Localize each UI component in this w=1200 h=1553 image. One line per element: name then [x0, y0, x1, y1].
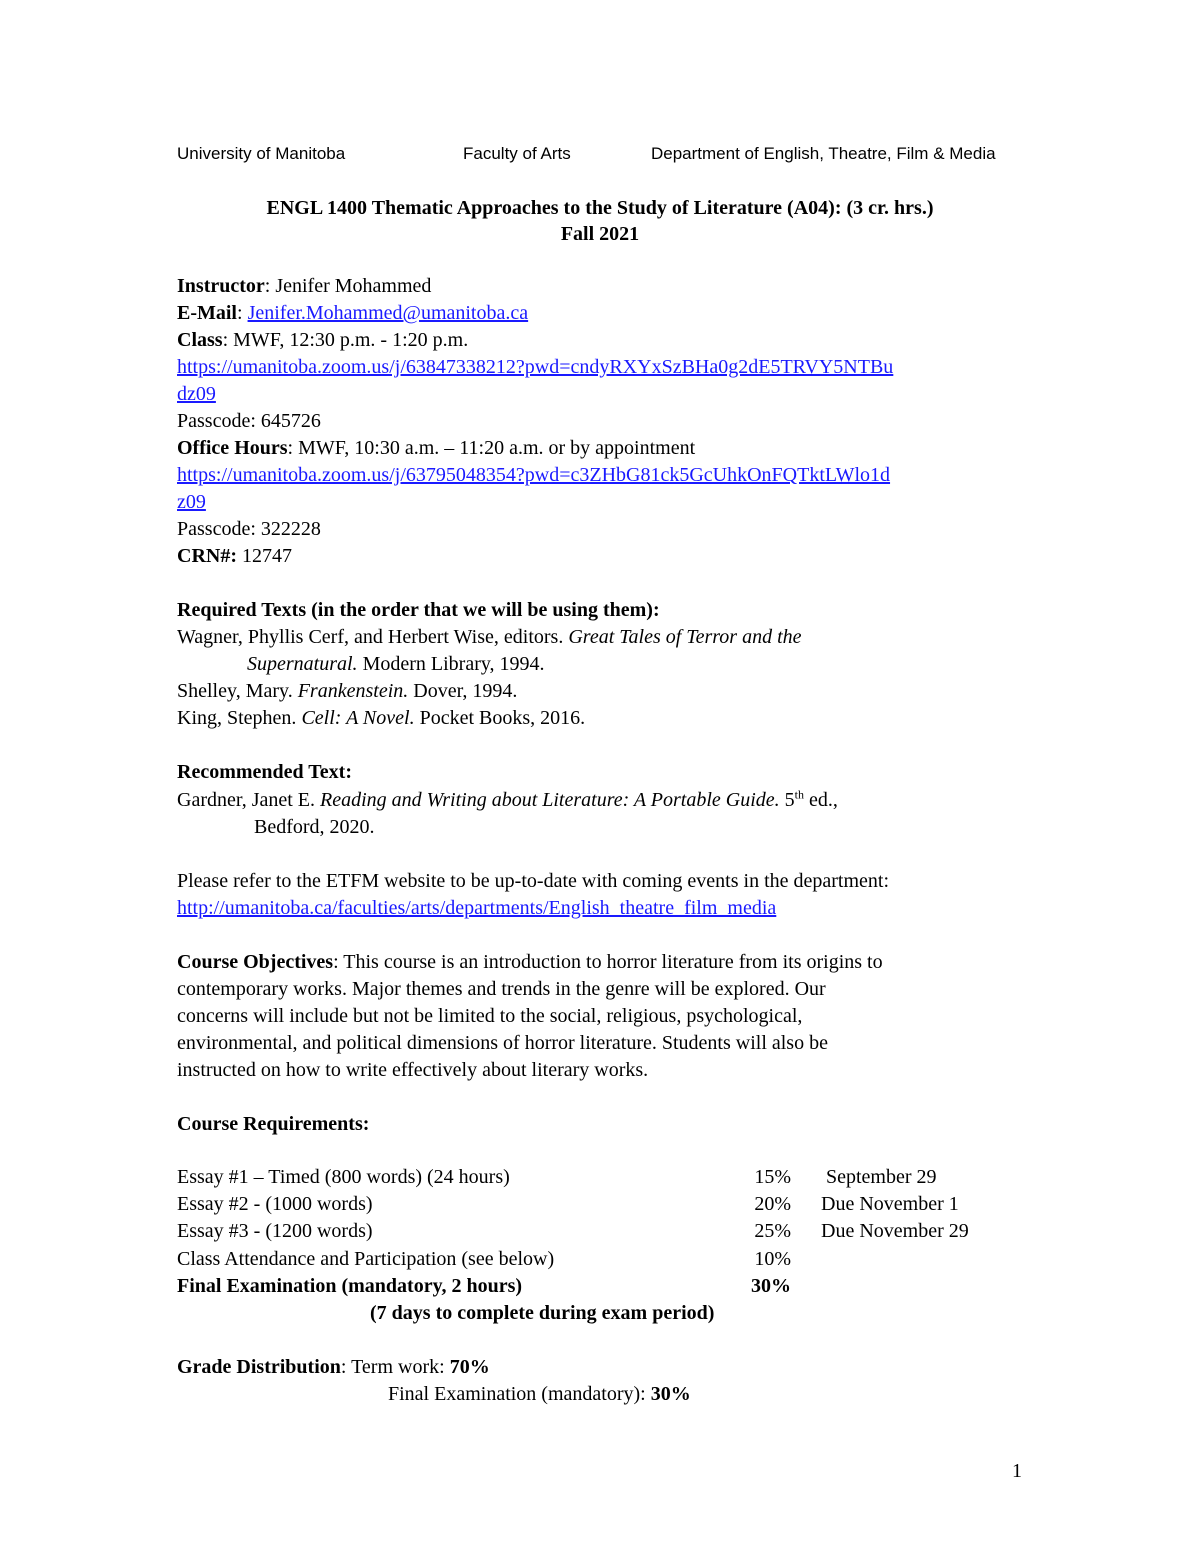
class-zoom-link-line2[interactable]: dz09	[177, 383, 216, 405]
objectives-line-2: contemporary works. Major themes and trends in the genre will be explored. Our	[177, 978, 826, 1000]
requirement-weight: 30%	[751, 1275, 791, 1297]
required-text-1-title: Great Tales of Terror and the	[568, 626, 802, 648]
class-line	[177, 327, 468, 354]
requirement-weight: 20%	[754, 1193, 791, 1215]
class-zoom-link-cont[interactable]	[177, 381, 216, 408]
requirement-weight: 10%	[754, 1248, 791, 1270]
recommended-heading: Recommended Text:	[177, 761, 352, 783]
class-value: : MWF, 12:30 p.m. - 1:20 p.m.	[222, 329, 469, 351]
required-text-3-title: Cell: A Novel.	[301, 707, 415, 729]
grade-final-exam-label: Final Examination (mandatory):	[388, 1383, 651, 1405]
requirement-item: Class Attendance and Participation (see below)	[177, 1248, 555, 1270]
grade-term-work-label: : Term work:	[340, 1356, 450, 1378]
crn-line	[177, 543, 292, 570]
grade-final-exam-value: 30%	[650, 1383, 691, 1405]
objectives-line-5: instructed on how to write effectively about literary works.	[177, 1059, 649, 1081]
requirement-date: Due November 1	[821, 1193, 959, 1215]
office-passcode: Passcode: 322228	[177, 518, 321, 540]
header-faculty: Faculty of Arts	[463, 144, 571, 163]
instructor-label: Instructor	[177, 275, 265, 297]
required-text-1-author: Wagner, Phyllis Cerf, and Herbert Wise, editors.	[177, 626, 569, 648]
office-hours-label: Office Hours	[177, 437, 288, 459]
etfm-text: Please refer to the ETFM website to be up-to-date with coming events in the department:	[177, 870, 890, 892]
requirement-item: Essay #3 - (1200 words)	[177, 1220, 373, 1242]
course-term: Fall 2021	[560, 223, 640, 245]
email-label: E-Mail	[177, 302, 237, 324]
objectives-line-4: environmental, and political dimensions of horror literature. Students will also be	[177, 1032, 828, 1054]
requirement-date: September 29	[826, 1166, 937, 1188]
header-department: Department of English, Theatre, Film & Media	[651, 144, 996, 163]
email-link[interactable]: Jenifer.Mohammed@umanitoba.ca	[247, 302, 529, 324]
class-zoom-link[interactable]	[177, 354, 893, 381]
course-title: ENGL 1400 Thematic Approaches to the Study of Literature (A04): (3 cr. hrs.)	[266, 197, 934, 219]
etfm-link[interactable]: http://umanitoba.ca/faculties/arts/departments/English_theatre_film_media	[177, 897, 777, 919]
email-line	[177, 300, 528, 327]
page-number: 1	[1012, 1460, 1022, 1482]
grade-distribution-label: Grade Distribution	[177, 1356, 341, 1378]
instructor-value: : Jenifer Mohammed	[264, 275, 432, 297]
office-zoom-link[interactable]	[177, 462, 890, 489]
etfm-link-line[interactable]	[177, 895, 776, 922]
crn-label: CRN#:	[177, 545, 237, 567]
instructor-line	[177, 273, 431, 300]
recommended-title: Reading and Writing about Literature: A Portable Guide.	[320, 789, 780, 811]
office-hours-line	[177, 435, 695, 462]
required-text-1	[177, 624, 802, 651]
exam-note: (7 days to complete during exam period)	[370, 1302, 715, 1324]
recommended-author: Gardner, Janet E.	[177, 789, 321, 811]
requirement-weight: 15%	[754, 1166, 791, 1188]
requirements-heading: Course Requirements:	[177, 1113, 370, 1135]
recommended-edition-sup: th	[794, 787, 804, 802]
recommended-edition-suffix: ed.,	[803, 789, 838, 811]
requirement-item: Essay #1 – Timed (800 words) (24 hours)	[177, 1166, 510, 1188]
required-text-1-title-cont: Supernatural.	[247, 653, 358, 675]
required-text-2-publisher: Dover, 1994.	[408, 680, 518, 702]
required-text-2-title: Frankenstein.	[297, 680, 409, 702]
grade-distribution-line-1	[177, 1354, 490, 1381]
objectives-line-1	[177, 949, 883, 976]
required-texts-heading: Required Texts (in the order that we will be using them):	[177, 599, 660, 621]
objectives-label: Course Objectives	[177, 951, 334, 973]
required-text-2	[177, 678, 517, 705]
class-label: Class	[177, 329, 223, 351]
email-sep: :	[237, 302, 248, 324]
header-university: University of Manitoba	[177, 144, 346, 163]
office-zoom-link-line1[interactable]: https://umanitoba.zoom.us/j/63795048354?pwd=c3ZHbG81ck5GcUhkOnFQTktLWlo1d	[177, 464, 891, 486]
grade-distribution-line-2	[388, 1381, 691, 1408]
required-text-1-cont	[247, 651, 545, 678]
grade-term-work-value: 70%	[449, 1356, 490, 1378]
office-zoom-link-cont[interactable]	[177, 489, 206, 516]
requirement-date: Due November 29	[821, 1220, 969, 1242]
objectives-line-3: concerns will include but not be limited to the social, religious, psychological,	[177, 1005, 803, 1027]
required-text-2-author: Shelley, Mary.	[177, 680, 298, 702]
recommended-text	[177, 787, 838, 814]
objectives-text-1: : This course is an introduction to horror literature from its origins to	[333, 951, 883, 973]
required-text-1-publisher: Modern Library, 1994.	[357, 653, 545, 675]
requirement-item: Final Examination (mandatory, 2 hours)	[177, 1275, 523, 1297]
office-zoom-link-line2[interactable]: z09	[177, 491, 206, 513]
requirement-item: Essay #2 - (1000 words)	[177, 1193, 373, 1215]
required-text-3-publisher: Pocket Books, 2016.	[414, 707, 586, 729]
required-text-3-author: King, Stephen.	[177, 707, 302, 729]
requirement-weight: 25%	[754, 1220, 791, 1242]
recommended-edition: 5	[779, 789, 795, 811]
required-text-3	[177, 705, 585, 732]
class-passcode: Passcode: 645726	[177, 410, 321, 432]
recommended-publisher: Bedford, 2020.	[254, 816, 375, 838]
crn-value: 12747	[237, 545, 292, 567]
class-zoom-link-line1[interactable]: https://umanitoba.zoom.us/j/63847338212?pwd=cndyRXYxSzBHa0g2dE5TRVY5NTBu	[177, 356, 894, 378]
office-hours-value: : MWF, 10:30 a.m. – 11:20 a.m. or by appointment	[287, 437, 696, 459]
